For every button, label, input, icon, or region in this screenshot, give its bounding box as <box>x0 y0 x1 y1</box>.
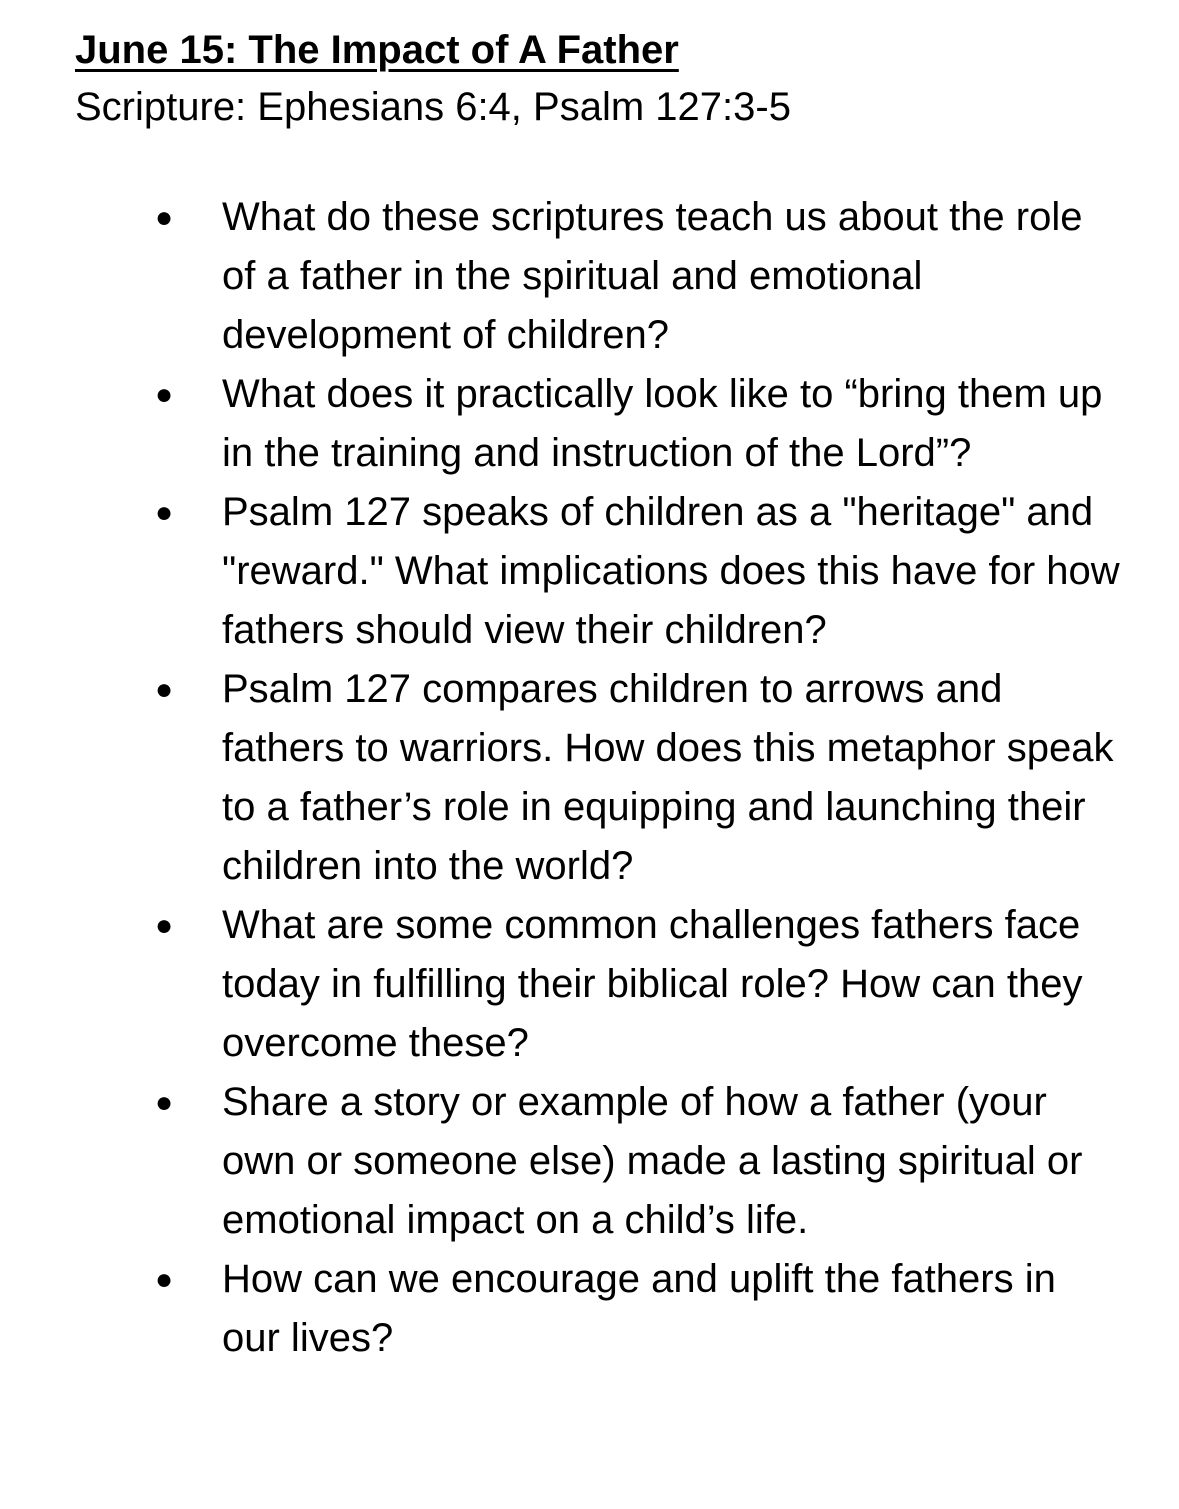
list-item <box>0 188 1122 365</box>
question-text: What are some common challenges fathers face today in fulfilling their biblical role? How can they overcome these? <box>222 903 1083 1065</box>
question-text: Psalm 127 compares children to arrows and fathers to warriors. How does this metaphor speak to a father’s role in equipping and launching their children into the world? <box>222 667 1114 888</box>
list-item <box>0 896 1122 1073</box>
list-item <box>0 1073 1122 1250</box>
list-item <box>0 1250 1122 1368</box>
bullet-icon: ● <box>155 1086 174 1119</box>
list-item <box>0 660 1122 896</box>
question-text: How can we encourage and uplift the fathers in our lives? <box>222 1257 1056 1360</box>
question-text: Psalm 127 speaks of children as a "heritage" and "reward." What implications does this have for how fathers should view their children? <box>222 490 1120 652</box>
scripture-reference: Scripture: Ephesians 6:4, Psalm 127:3-5 <box>75 85 791 129</box>
list-item <box>0 365 1122 483</box>
document-title: June 15: The Impact of A Father <box>75 28 679 72</box>
list-item <box>0 483 1122 660</box>
question-list <box>0 188 1179 1368</box>
question-text: What do these scriptures teach us about the role of a father in the spiritual and emotional development of children? <box>222 195 1083 357</box>
bullet-icon: ● <box>155 909 174 942</box>
question-text: What does it practically look like to “bring them up in the training and instruction of the Lord”? <box>222 372 1103 475</box>
bullet-icon: ● <box>155 496 174 529</box>
question-text: Share a story or example of how a father (your own or someone else) made a lasting spiritual or emotional impact on a child’s life. <box>222 1080 1083 1242</box>
bullet-icon: ● <box>155 378 174 411</box>
bullet-icon: ● <box>155 673 174 706</box>
bullet-icon: ● <box>155 1263 174 1296</box>
bullet-icon: ● <box>155 201 174 234</box>
